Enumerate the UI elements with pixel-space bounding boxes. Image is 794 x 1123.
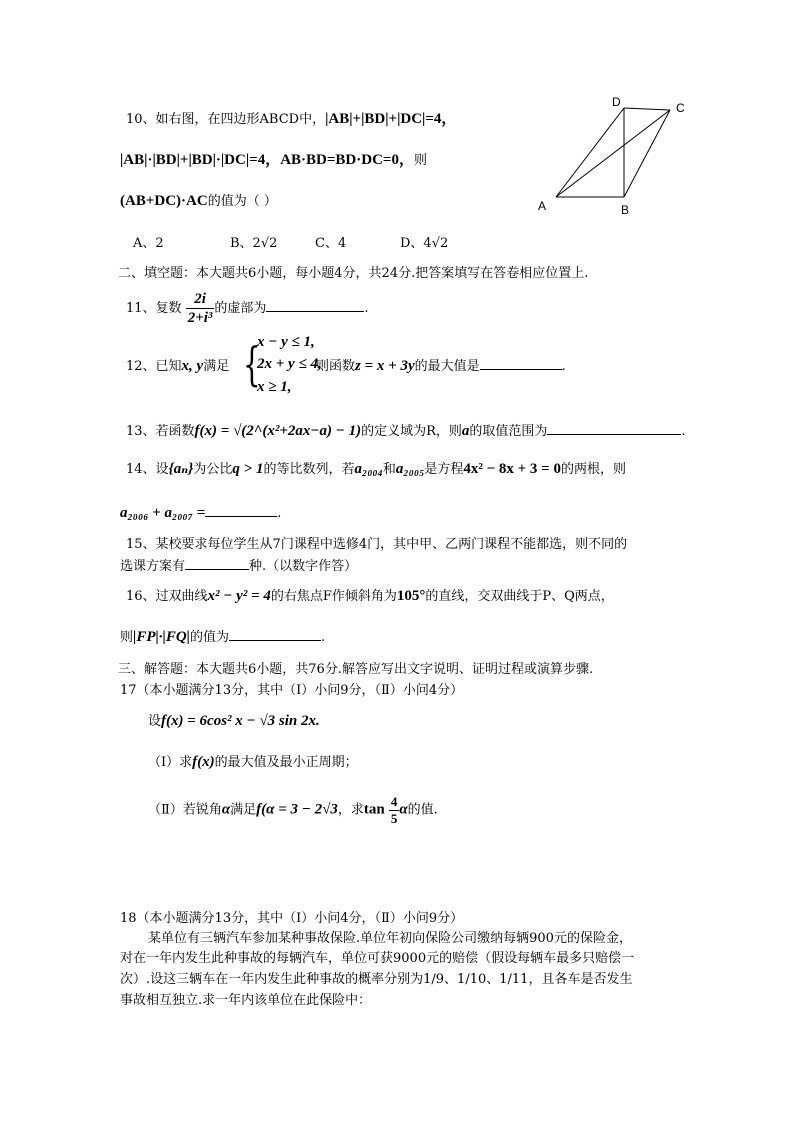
q10-vector-sum: |AB|+|BD|+|DC|=4， bbox=[325, 111, 457, 127]
segment-CD bbox=[624, 108, 670, 110]
segment-DA bbox=[556, 108, 624, 197]
q14-line2: a₂₀₀₆ + a₂₀₀₇ = . bbox=[120, 505, 282, 521]
q16-line2: 则|FP|·|FQ|的值为 . bbox=[120, 629, 326, 645]
q10-option-c: C、4 bbox=[315, 236, 347, 251]
q17-part1: （Ⅰ）求f(x)的最大值及最小正周期； bbox=[148, 754, 358, 770]
label-D: D bbox=[612, 95, 621, 109]
q10-option-a: A、2 bbox=[133, 236, 164, 251]
label-C: C bbox=[676, 101, 685, 115]
q18-line1: 某单位有三辆汽车参加某种事故保险.单位年初向保险公司缴纳每辆900元的保险金， bbox=[148, 931, 632, 946]
q17-heading: 17（本小题满分13分，其中（Ⅰ）小问9分，（Ⅱ）小问4分） bbox=[120, 683, 464, 698]
label-A: A bbox=[538, 199, 547, 213]
q16-line1: 16、过双曲线x² − y² = 4的右焦点F作倾斜角为105°的直线，交双曲线于P、Q两点， bbox=[126, 588, 614, 604]
q10-options bbox=[133, 236, 448, 252]
q14-line1: 14、设{aₙ}为公比q > 1的等比数列，若a₂₀₀₄和a₂₀₀₅是方程4x² − 8x + 3 = 0的两根，则 bbox=[126, 461, 626, 477]
q10-expression: (AB+DC)·AC bbox=[120, 193, 208, 209]
q13: 13、若函数f(x) = √(2^(x²+2ax−a) − 1)的定义域为R，则a的取值范围为 . bbox=[126, 423, 686, 439]
q12-brace: { bbox=[243, 337, 261, 391]
label-B: B bbox=[621, 203, 630, 217]
q10-line1: 10、如右图，在四边形ABCD中，|AB|+|BD|+|DC|=4， bbox=[126, 111, 457, 127]
q10-conditions: |AB|·|BD|+|BD|·|DC|=4，AB·BD=BD·DC=0， bbox=[120, 152, 414, 168]
q15-answer-blank[interactable] bbox=[185, 557, 249, 570]
q17-part2: （Ⅱ）若锐角α满足f(α = 3 − 2√3，求tan $\frac{4}{5}$ α的值. bbox=[148, 794, 438, 826]
q11: 11、复数 $\frac{2i}{\text{2+i³}}$ 的虚部为 . bbox=[126, 291, 369, 326]
q11-fraction: $\frac{2i}{\text{2+i³}}$ bbox=[187, 291, 213, 326]
q11-answer-blank[interactable] bbox=[266, 299, 364, 312]
q18-heading: 18（本小题满分13分，其中（Ⅰ）小问4分，（Ⅱ）小问9分） bbox=[120, 911, 464, 926]
q18-line3: 次）.设这三辆车在一年内发生此种事故的概率分别为1/9、1/10、1/11，且各车是否发生 bbox=[120, 972, 633, 987]
q12-text-right: 则函数z = x + 3y的最大值是 . bbox=[316, 358, 566, 374]
q16-answer-blank[interactable] bbox=[229, 628, 321, 641]
q18-line2: 对在一年内发生此种事故的每辆汽车，单位可获9000元的赔偿（假设每辆车最多只赔偿一 bbox=[120, 951, 635, 966]
segment-AC bbox=[556, 110, 670, 197]
q10-option-b: B、2√2 bbox=[230, 236, 278, 251]
section-2-heading: 二、填空题：本大题共6小题，每小题4分，共24分.把答案填写在答卷相应位置上. bbox=[118, 266, 589, 281]
segment-BC bbox=[624, 110, 670, 197]
q12-text-left: 12、已知x, y满足 bbox=[126, 358, 230, 374]
q10-option-d: D、4√2 bbox=[400, 236, 449, 251]
q17-setup: 设f(x) = 6cos² x − √3 sin 2x. bbox=[148, 713, 320, 729]
q10-line3: (AB+DC)·AC的值为（ ） bbox=[120, 193, 277, 209]
q18-line4: 事故相互独立.求一年内该单位在此保险中： bbox=[120, 993, 372, 1008]
q15-line1: 15、某校要求每位学生从7门课程中选修4门，其中甲、乙两门课程不能都选，则不同的 bbox=[126, 537, 628, 552]
q10-line2: |AB|·|BD|+|BD|·|DC|=4，AB·BD=BD·DC=0，则 bbox=[120, 152, 427, 168]
section-3-heading: 三、解答题：本大题共6小题，共76分.解答应写出文字说明、证明过程或演算步骤. bbox=[118, 662, 594, 677]
q15-line2: 选课方案有 种.（以数字作答） bbox=[120, 559, 358, 574]
q14-answer-blank[interactable] bbox=[205, 504, 277, 517]
q12-answer-blank[interactable] bbox=[480, 357, 562, 370]
q13-answer-blank[interactable] bbox=[547, 422, 681, 435]
q17-fraction: $\frac{4}{5}$ bbox=[390, 794, 398, 826]
